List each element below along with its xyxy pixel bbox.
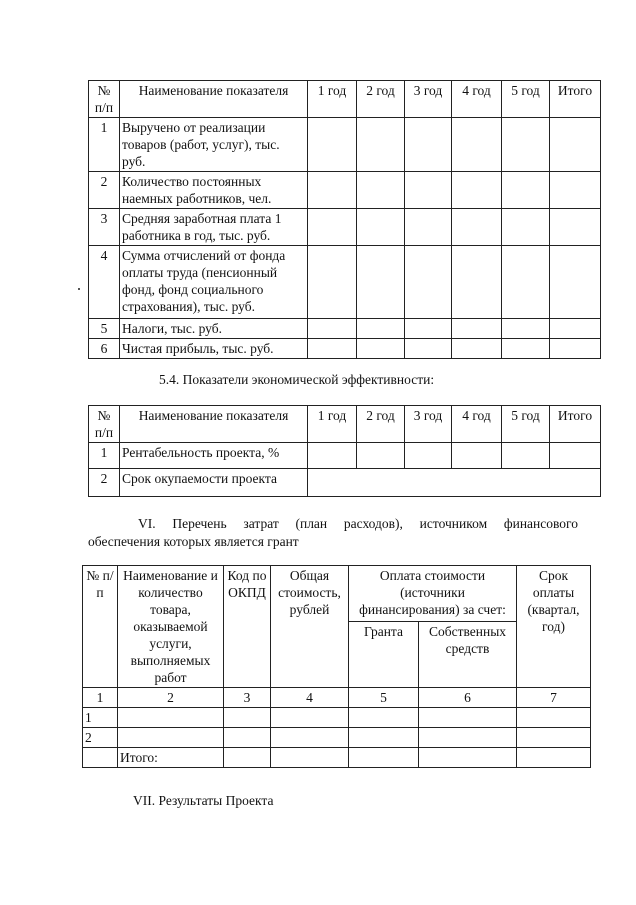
total-label: Итого: xyxy=(118,748,224,768)
table-cell xyxy=(308,246,357,319)
table2-header-y1: 1 год xyxy=(308,406,357,443)
table-cell xyxy=(308,319,357,339)
table-cell xyxy=(550,246,601,319)
section-6-heading-line1: VI. Перечень затрат (план расходов), источником финансового xyxy=(138,516,578,531)
table-cell xyxy=(308,172,357,209)
table-row xyxy=(89,118,601,172)
table2-header-y5: 5 год xyxy=(502,406,550,443)
table-cell xyxy=(550,443,601,469)
table3-column-numbers xyxy=(83,688,591,708)
indicator-name: Средняя заработная плата 1 работника в год, тыс. руб. xyxy=(120,209,308,246)
table-cell xyxy=(405,246,452,319)
row-number: 2 xyxy=(89,469,120,497)
table1-header-name: Наименование показателя xyxy=(120,81,308,118)
indicator-name: Сумма отчислений от фонда оплаты труда (пенсионный фонд, фонд социального страхования), тыс. руб. xyxy=(120,246,308,319)
table-cell xyxy=(550,339,601,359)
row-number: 1 xyxy=(83,708,118,728)
table-cell xyxy=(349,728,419,748)
indicator-name: Чистая прибыль, тыс. руб. xyxy=(120,339,308,359)
table-row xyxy=(89,246,601,319)
table-cell xyxy=(517,748,591,768)
row-number: 5 xyxy=(89,319,120,339)
table-cell xyxy=(83,748,118,768)
row-number: 2 xyxy=(89,172,120,209)
table2-header-y4: 4 год xyxy=(452,406,502,443)
table-cell xyxy=(517,708,591,728)
expenses-table xyxy=(82,565,591,768)
table-cell xyxy=(550,118,601,172)
indicators-table xyxy=(88,80,601,359)
section-7-heading: VII. Результаты Проекта xyxy=(133,793,274,808)
table-cell xyxy=(550,319,601,339)
indicator-name: Срок окупаемости проекта xyxy=(120,469,308,497)
table-cell xyxy=(502,118,550,172)
table3-header-term: Срок оплаты (квартал, год) xyxy=(517,566,591,688)
table-cell xyxy=(502,209,550,246)
table-cell xyxy=(405,172,452,209)
table-cell xyxy=(357,319,405,339)
indicator-name: Выручено от реализации товаров (работ, услуг), тыс. руб. xyxy=(120,118,308,172)
row-number: 1 xyxy=(89,443,120,469)
table-cell xyxy=(452,246,502,319)
table-cell xyxy=(452,443,502,469)
row-number: 6 xyxy=(89,339,120,359)
table-cell xyxy=(550,172,601,209)
table-cell xyxy=(452,209,502,246)
table-cell xyxy=(357,246,405,319)
table-cell xyxy=(271,708,349,728)
section-6-heading-line2: обеспечения которых является грант xyxy=(88,534,299,549)
table2-header-total: Итого xyxy=(550,406,601,443)
table-cell xyxy=(405,443,452,469)
table3-header-payment: Оплата стоимости (источники финансирования) за счет: xyxy=(349,566,517,622)
table-cell xyxy=(308,209,357,246)
table3-header-own-funds: Собственных средств xyxy=(419,621,517,687)
merged-cell xyxy=(308,469,601,497)
table1-header-num: № п/п xyxy=(89,81,120,118)
table3-header-total-cost: Общая стоимость, рублей xyxy=(271,566,349,688)
table-row xyxy=(83,708,591,728)
row-number: 3 xyxy=(89,209,120,246)
column-number: 5 xyxy=(349,688,419,708)
table-cell xyxy=(452,172,502,209)
table-cell xyxy=(452,118,502,172)
table-cell xyxy=(357,118,405,172)
table-cell xyxy=(452,339,502,359)
efficiency-table xyxy=(88,405,601,497)
table3-header-name: Наименование и количество товара, оказываемой услуги, выполняемых работ xyxy=(118,566,224,688)
table-cell xyxy=(357,443,405,469)
table-cell xyxy=(452,319,502,339)
table1-header-y1: 1 год xyxy=(308,81,357,118)
table-cell xyxy=(502,246,550,319)
table3-total-row xyxy=(83,748,591,768)
table-cell xyxy=(502,339,550,359)
table1-header-row xyxy=(89,81,601,118)
indicator-name: Налоги, тыс. руб. xyxy=(120,319,308,339)
table1-header-y4: 4 год xyxy=(452,81,502,118)
table-cell xyxy=(357,209,405,246)
table-row xyxy=(89,172,601,209)
column-number: 1 xyxy=(83,688,118,708)
section-5-4-heading: 5.4. Показатели экономической эффективности: xyxy=(159,372,435,387)
table-cell xyxy=(349,748,419,768)
table2-header-num: № п/п xyxy=(89,406,120,443)
table-row xyxy=(89,209,601,246)
column-number: 6 xyxy=(419,688,517,708)
table3-header-num: № п/п xyxy=(83,566,118,688)
table2-header-row xyxy=(89,406,601,443)
table-cell xyxy=(224,748,271,768)
table-row xyxy=(83,728,591,748)
table-cell xyxy=(271,728,349,748)
table-cell xyxy=(502,443,550,469)
table1-header-y3: 3 год xyxy=(405,81,452,118)
scan-dot xyxy=(78,288,80,290)
column-number: 4 xyxy=(271,688,349,708)
table-cell xyxy=(502,319,550,339)
table-cell xyxy=(419,748,517,768)
indicator-name: Количество постоянных наемных работников, чел. xyxy=(120,172,308,209)
row-number: 1 xyxy=(89,118,120,172)
table-row xyxy=(89,469,601,497)
table-cell xyxy=(308,339,357,359)
table-cell xyxy=(224,708,271,728)
indicator-name: Рентабельность проекта, % xyxy=(120,443,308,469)
table-cell xyxy=(224,728,271,748)
table2-header-y2: 2 год xyxy=(357,406,405,443)
table2-header-name: Наименование показателя xyxy=(120,406,308,443)
table-cell xyxy=(517,728,591,748)
table-cell xyxy=(405,319,452,339)
table-cell xyxy=(357,339,405,359)
table1-header-y5: 5 год xyxy=(502,81,550,118)
table-cell xyxy=(271,748,349,768)
table-cell xyxy=(308,443,357,469)
table3-header-grant: Гранта xyxy=(349,621,419,687)
table3-header-okpd: Код по ОКПД xyxy=(224,566,271,688)
row-number: 2 xyxy=(83,728,118,748)
table-cell xyxy=(118,728,224,748)
table2-header-y3: 3 год xyxy=(405,406,452,443)
column-number: 3 xyxy=(224,688,271,708)
table-cell xyxy=(308,118,357,172)
table-cell xyxy=(419,708,517,728)
column-number: 2 xyxy=(118,688,224,708)
column-number: 7 xyxy=(517,688,591,708)
table-cell xyxy=(405,209,452,246)
table-row xyxy=(89,319,601,339)
table-row xyxy=(89,339,601,359)
table-row xyxy=(89,443,601,469)
table3-header-row-1 xyxy=(83,566,591,622)
table-cell xyxy=(349,708,419,728)
row-number: 4 xyxy=(89,246,120,319)
table-cell xyxy=(405,118,452,172)
table-cell xyxy=(357,172,405,209)
table-cell xyxy=(118,708,224,728)
table-cell xyxy=(550,209,601,246)
table-cell xyxy=(419,728,517,748)
table-cell xyxy=(502,172,550,209)
table1-header-y2: 2 год xyxy=(357,81,405,118)
table1-header-total: Итого xyxy=(550,81,601,118)
table-cell xyxy=(405,339,452,359)
